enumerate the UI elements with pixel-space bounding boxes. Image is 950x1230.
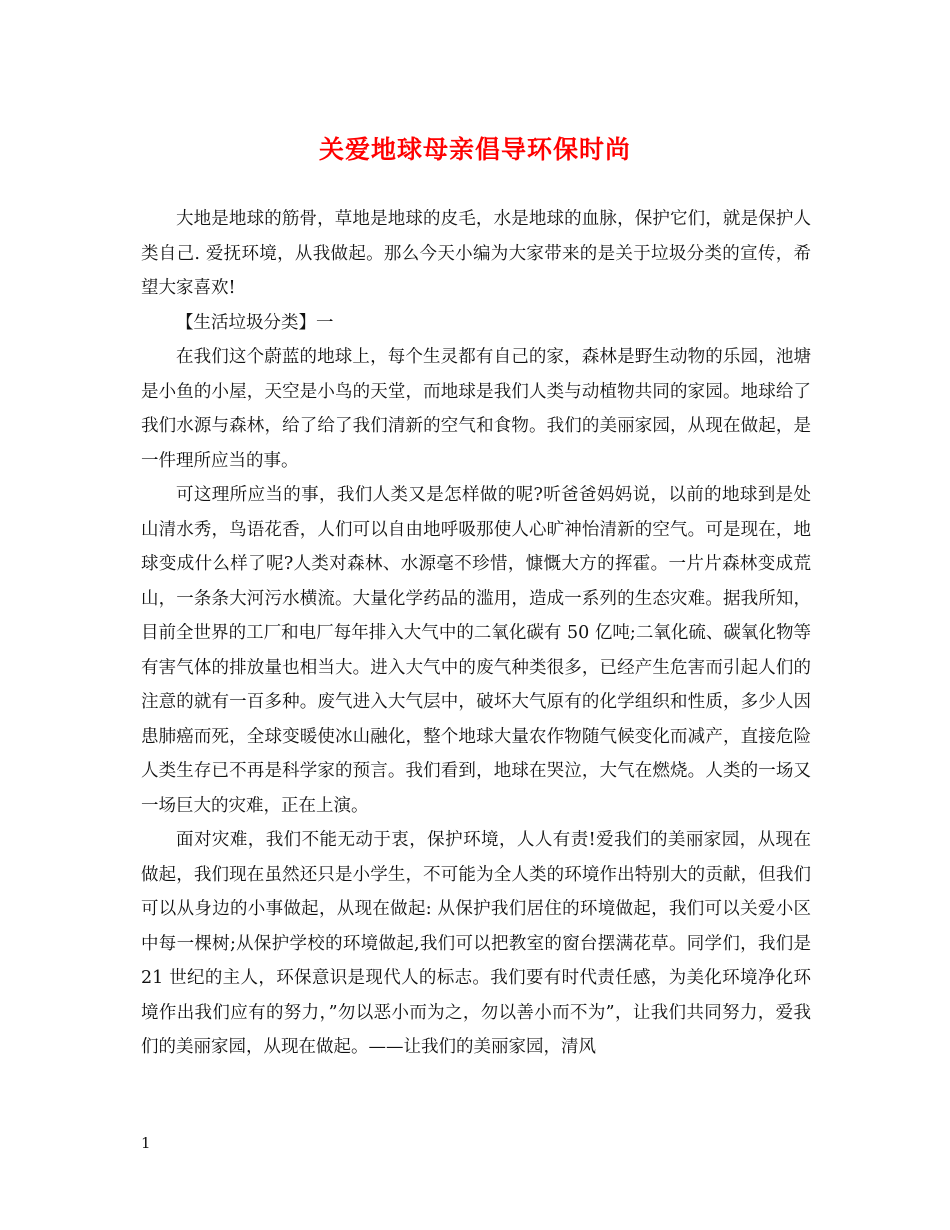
section-heading: 【生活垃圾分类】一 — [176, 312, 334, 333]
paragraph-3: 面对灾难，我们不能无动于衷，保护环境，人人有责!爱我们的美丽家园，从现在做起，我们现在虽然还只是小学生，不可能为全人类的环境作出特别大的贡献，但我们可以从身边的小事做起，从现在做起: 从保护我们居住的环境做起，我们可以关爱小区中每一棵树;从保护学校的环境做起,我们可以把教室的窗台摆满花草。同学们，我们是 21 世纪的主人，环保意识是现代人的标志。我们要有时代责任感，为美化环境净化环境作出我们应有的努力，”勿以恶小而为之，勿以善小而不为”，让我们共同努力，爱我们的美丽家园，从现在做起。——让我们的美丽家园，清风 — [141, 830, 811, 1057]
document-title: 关爱地球母亲倡导环保时尚 — [318, 135, 631, 164]
page-number: 1 — [141, 1134, 151, 1152]
paragraph-2: 可这理所应当的事，我们人类又是怎样做的呢?听爸爸妈妈说，以前的地球到是处山清水秀，鸟语花香，人们可以自由地呼吸那使人心旷神怡清新的空气。可是现在，地球变成什么样了呢?人类对森林、水源毫不珍惜，慷慨大方的挥霍。一片片森林变成荒山，一条条大河污水横流。大量化学药品的滥用，造成一系列的生态灾难。据我所知，目前全世界的工厂和电厂每年排入大气中的二氧化碳有 50 亿吨;二氧化硫、碳氧化物等有害气体的排放量也相当大。进入大气中的废气种类很多，已经产生危害而引起人们的注意的就有一百多种。废气进入大气层中，破坏大气原有的化学组织和性质，多少人因患肺癌而死，全球变暖使冰山融化，整个地球大量农作物随气候变化而减产，直接危险人类生存已不再是科学家的预言。我们看到，地球在哭泣，大气在燃烧。人类的一场又一场巨大的灾难，正在上演。 — [141, 485, 811, 816]
paragraph-intro: 大地是地球的筋骨，草地是地球的皮毛，水是地球的血脉，保护它们，就是保护人类自己. 爱抚环境，从我做起。那么今天小编为大家带来的是关于垃圾分类的宣传，希望大家喜欢! — [141, 209, 811, 298]
document-body — [141, 202, 811, 1065]
paragraph-1: 在我们这个蔚蓝的地球上，每个生灵都有自己的家，森林是野生动物的乐园，池塘是小鱼的小屋，天空是小鸟的天堂，而地球是我们人类与动植物共同的家园。地球给了我们水源与森林，给了给了我们清新的空气和食物。我们的美丽家园，从现在做起，是一件理所应当的事。 — [141, 347, 811, 471]
